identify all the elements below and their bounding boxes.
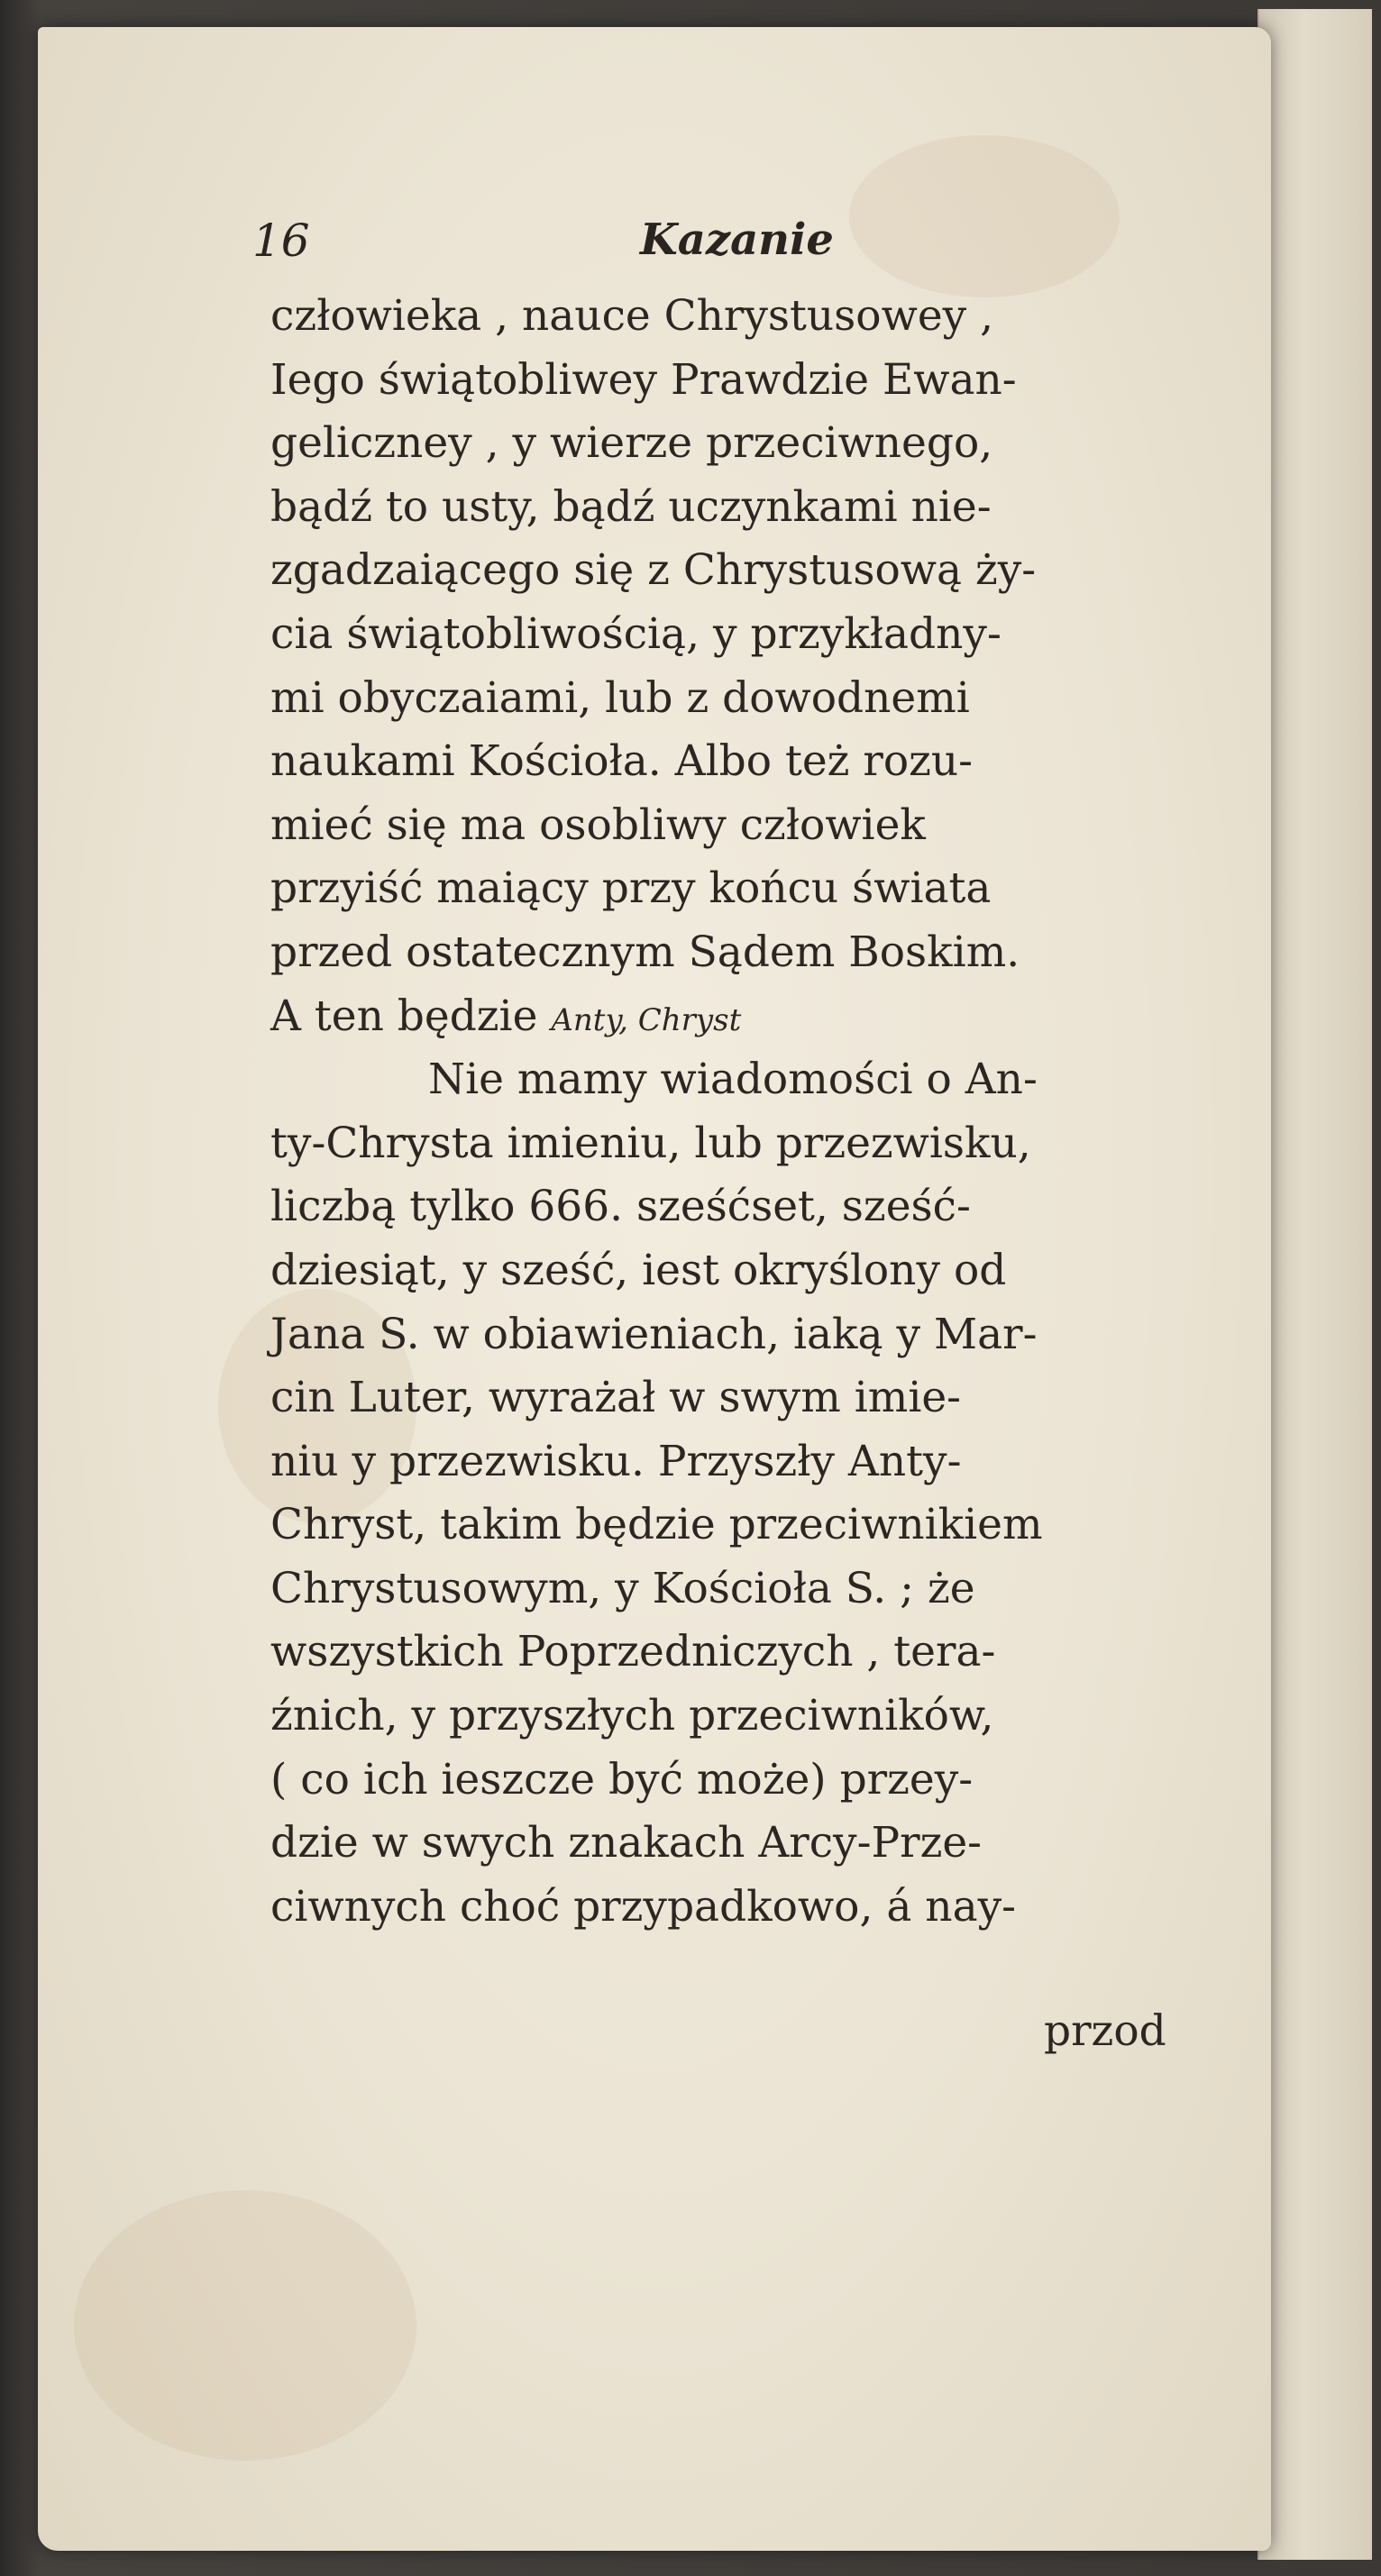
text-line: przyiść maiący przy końcu świata [270,863,992,914]
text-line: ty-Chrysta imieniu, lub przezwisku, [270,1118,1031,1168]
text-line: mi obyczaiami, lub z dowodnemi [270,672,970,723]
running-head [252,215,1199,278]
text-line: ( co ich ieszcze być może) przey- [270,1754,974,1804]
text-line: ciwnych choć przypadkowo, á nay- [270,1881,1017,1932]
text-line: Jana S. w obiawieniach, iaką y Mar- [270,1309,1038,1359]
text-line: zgadzaiącego się z Chrystusową ży- [270,545,1037,596]
text-line: liczbą tylko 666. sześćset, sześć- [270,1182,971,1232]
text-line: człowieka , nauce Chrystusowey , [270,291,994,341]
text-line: Chrystusowym, y Kościoła S. ; że [270,1563,975,1613]
text-line: geliczney , y wierze przeciwnego, [270,418,993,469]
page-number: 16 [252,215,310,267]
text-line: cin Luter, wyrażał w swym imie- [270,1373,962,1423]
text-line: cia świątobliwością, y przykładny- [270,608,1001,659]
text-line: dziesiąt, y sześć, iest okryślony od [270,1245,1007,1295]
italic-heading: Anty, Chryst [551,1001,742,1038]
catchword: przod [1044,2006,1166,2056]
running-title: Kazanie [640,215,834,265]
text-line: wszystkich Poprzedniczych , tera- [270,1627,996,1677]
page-text [270,285,1244,1939]
text-line: dzie w swych znakach Arcy-Prze- [270,1818,983,1868]
text-line: bądź to usty, bądź uczynkami nie- [270,481,992,532]
text-line: naukami Kościoła. Albo też rozu- [270,736,974,787]
text-line [270,985,1244,1049]
paper-stain [74,2190,416,2461]
text-line: niu y przezwisku. Przyszły Anty- [270,1436,962,1486]
text-line: mieć się ma osobliwy człowiek [270,799,926,850]
text-line: Chryst, takim będzie przeciwnikiem [270,1500,1043,1550]
adjacent-page-edge [1258,9,1372,2560]
paragraph-start: Nie mamy wiadomości o An- [428,1055,1038,1105]
text-span: A ten będzie [270,991,552,1041]
text-line: źnich, y przyszłych przeciwników, [270,1691,994,1741]
text-line: Iego świątobliwey Prawdzie Ewan- [270,354,1017,405]
text-line: przed ostatecznym Sądem Boskim. [270,927,1020,977]
